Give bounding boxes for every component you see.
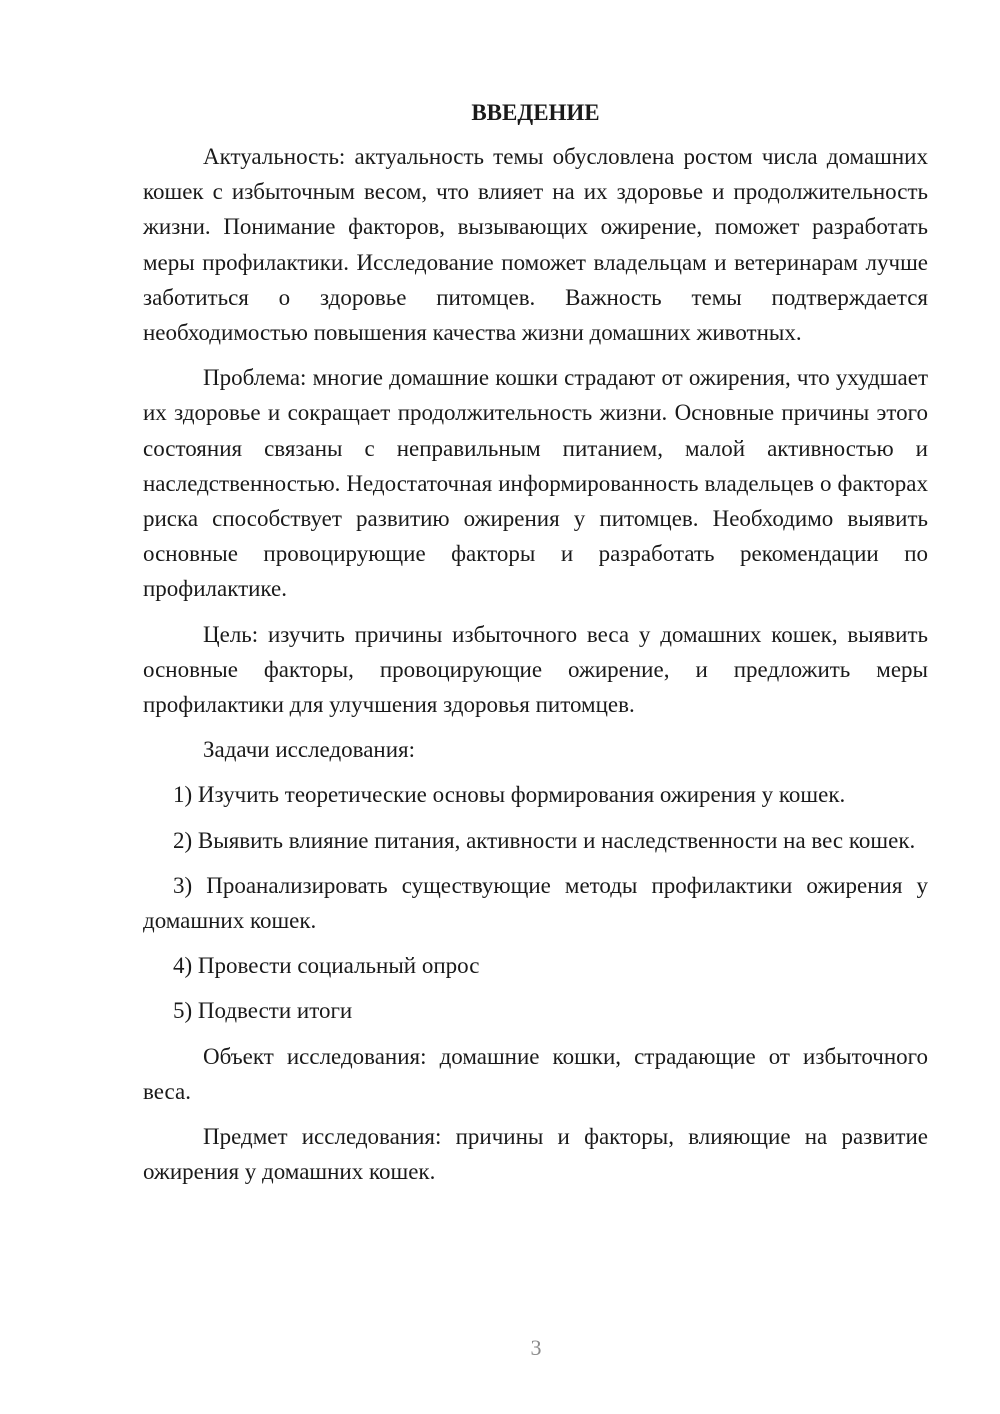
task-item-3: 3) Проанализировать существующие методы профилактики ожирения у домашних кошек. bbox=[143, 872, 928, 934]
page-number: 3 bbox=[530, 1335, 542, 1360]
relevance-paragraph: Актуальность: актуальность темы обусловлена ростом числа домашних кошек с избыточным весом, что влияет на их здоровье и продолжительность жизни. Понимание факторов, вызывающих ожирение, поможет разработать меры профилактики. Исследование поможет владельцам и ветеринарам лучше заботиться о здоровье питомцев. Важность темы подтверждается необходимостью повышения качества жизни домашних животных. bbox=[143, 144, 928, 346]
task-item-5: 5) Подвести итоги bbox=[173, 998, 353, 1024]
page-content bbox=[143, 96, 928, 1199]
task-item-4: 4) Провести социальный опрос bbox=[173, 953, 480, 979]
task-item-1: 1) Изучить теоретические основы формирования ожирения у кошек. bbox=[173, 782, 846, 808]
object-paragraph: Объект исследования: домашние кошки, страдающие от избыточного веса. bbox=[143, 1043, 928, 1104]
section-heading: ВВЕДЕНИЕ bbox=[471, 100, 600, 125]
goal-paragraph: Цель: изучить причины избыточного веса у домашних кошек, выявить основные факторы, провоцирующие ожирение, и предложить меры профилактики для улучшения здоровья питомцев. bbox=[143, 621, 928, 718]
tasks-intro: Задачи исследования: bbox=[203, 737, 416, 763]
problem-paragraph: Проблема: многие домашние кошки страдают от ожирения, что ухудшает их здоровье и сокращает продолжительность жизни. Основные причины этого состояния связаны с неправильным питанием, малой активностью и наследственностью. Недостаточная информированность владельцев о факторах риска способствует развитию ожирения у питомцев. Необходимо выявить основные провоцирующие факторы и разработать рекомендации по профилактике. bbox=[143, 365, 928, 602]
subject-paragraph: Предмет исследования: причины и факторы, влияющие на развитие ожирения у домашних кошек. bbox=[143, 1124, 928, 1185]
task-item-2: 2) Выявить влияние питания, активности и наследственности на вес кошек. bbox=[173, 827, 916, 853]
